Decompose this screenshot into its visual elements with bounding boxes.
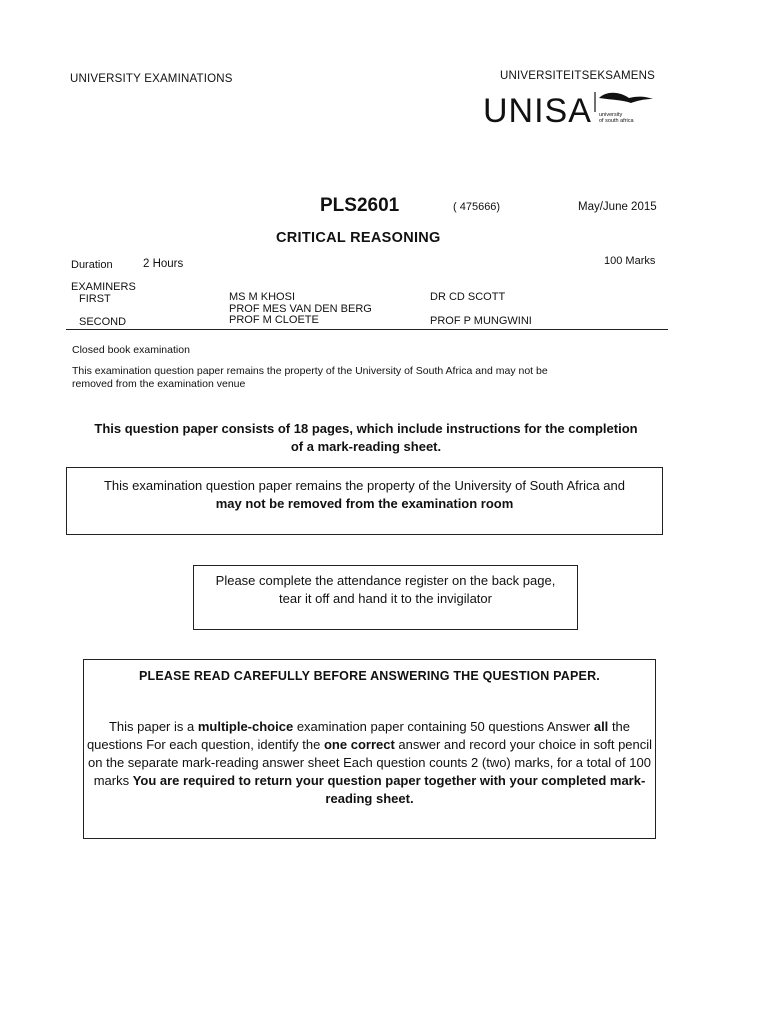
logo-subtitle: [599, 112, 659, 124]
property-box-line1: This examination question paper remains the property of the University of South Africa and: [103, 478, 625, 493]
instructions-heading: PLEASE READ CAREFULLY BEFORE ANSWERING THE QUESTION PAPER.: [139, 669, 600, 683]
property-box-line2: may not be removed from the examination room: [215, 496, 514, 511]
property-note-line1: This examination question paper remains the property of the University of South Africa and may not be: [72, 365, 548, 377]
logo-sub-line2: of south africa: [599, 118, 634, 124]
duration-label: Duration: [71, 259, 113, 271]
instructions-box: [83, 659, 656, 839]
closed-book-note: Closed book examination: [72, 344, 190, 356]
property-note-line2: removed from the examination venue: [72, 377, 246, 390]
attendance-box-line2: tear it off and hand it to the invigilator: [279, 591, 492, 606]
second-examiner-name-3: PROF P MUNGWINI: [430, 315, 532, 327]
second-examiner-name: PROF M CLOETE: [229, 314, 319, 326]
exam-session: May/June 2015: [578, 201, 657, 213]
instr-bold-1: multiple-choice: [197, 719, 294, 734]
header-right-title: UNIVERSITEITSEKSAMENS: [500, 70, 656, 82]
course-code: PLS2601: [320, 195, 400, 216]
bird-icon: [593, 90, 655, 112]
instr-bold-4: You are required to return your question paper together with your completed mark-reading sheet.: [132, 773, 646, 806]
property-box: [66, 467, 663, 535]
instr-text-2: examination paper containing 50 questions Answer: [293, 719, 594, 734]
pages-note-line2: of a mark-reading sheet.: [290, 439, 442, 454]
logo-wordmark: UNISA: [483, 92, 592, 130]
pages-note-line1: This question paper consists of 18 pages, which include instructions for the completion: [94, 421, 638, 436]
header-left-title: UNIVERSITY EXAMINATIONS: [70, 73, 233, 85]
pages-note: [66, 420, 666, 456]
total-marks: 100 Marks: [604, 255, 656, 267]
first-examiner-name: MS M KHOSI: [229, 291, 296, 303]
instr-text-1: This paper is a: [108, 719, 198, 734]
first-examiner-name-2: PROF MES VAN DEN BERG: [229, 303, 372, 315]
first-examiner-label: FIRST: [79, 293, 111, 305]
instr-text-3: the questions For each question, identify the: [86, 719, 631, 752]
duration-value: 2 Hours: [143, 258, 184, 270]
attendance-box: [193, 565, 578, 630]
course-title: CRITICAL REASONING: [276, 230, 441, 246]
property-note: [72, 365, 662, 390]
divider: [66, 329, 668, 330]
examiners-heading: EXAMINERS: [71, 281, 136, 293]
logo-sub-line1: university: [599, 112, 623, 118]
instructions-body: [84, 718, 655, 808]
instr-bold-2: all: [593, 719, 609, 734]
paper-number: ( 475666): [453, 201, 501, 213]
second-examiner-label: SECOND: [79, 316, 127, 328]
attendance-box-line1: Please complete the attendance register on the back page,: [215, 573, 556, 588]
instr-text-4: answer and record your choice in soft pencil on the separate mark-reading answer sheet Each question counts 2 (two) marks, for a total of 100 marks: [88, 737, 653, 788]
unisa-logo: [483, 90, 658, 132]
first-examiner-name-3: DR CD SCOTT: [430, 291, 506, 303]
instr-bold-3: one correct: [323, 737, 395, 752]
